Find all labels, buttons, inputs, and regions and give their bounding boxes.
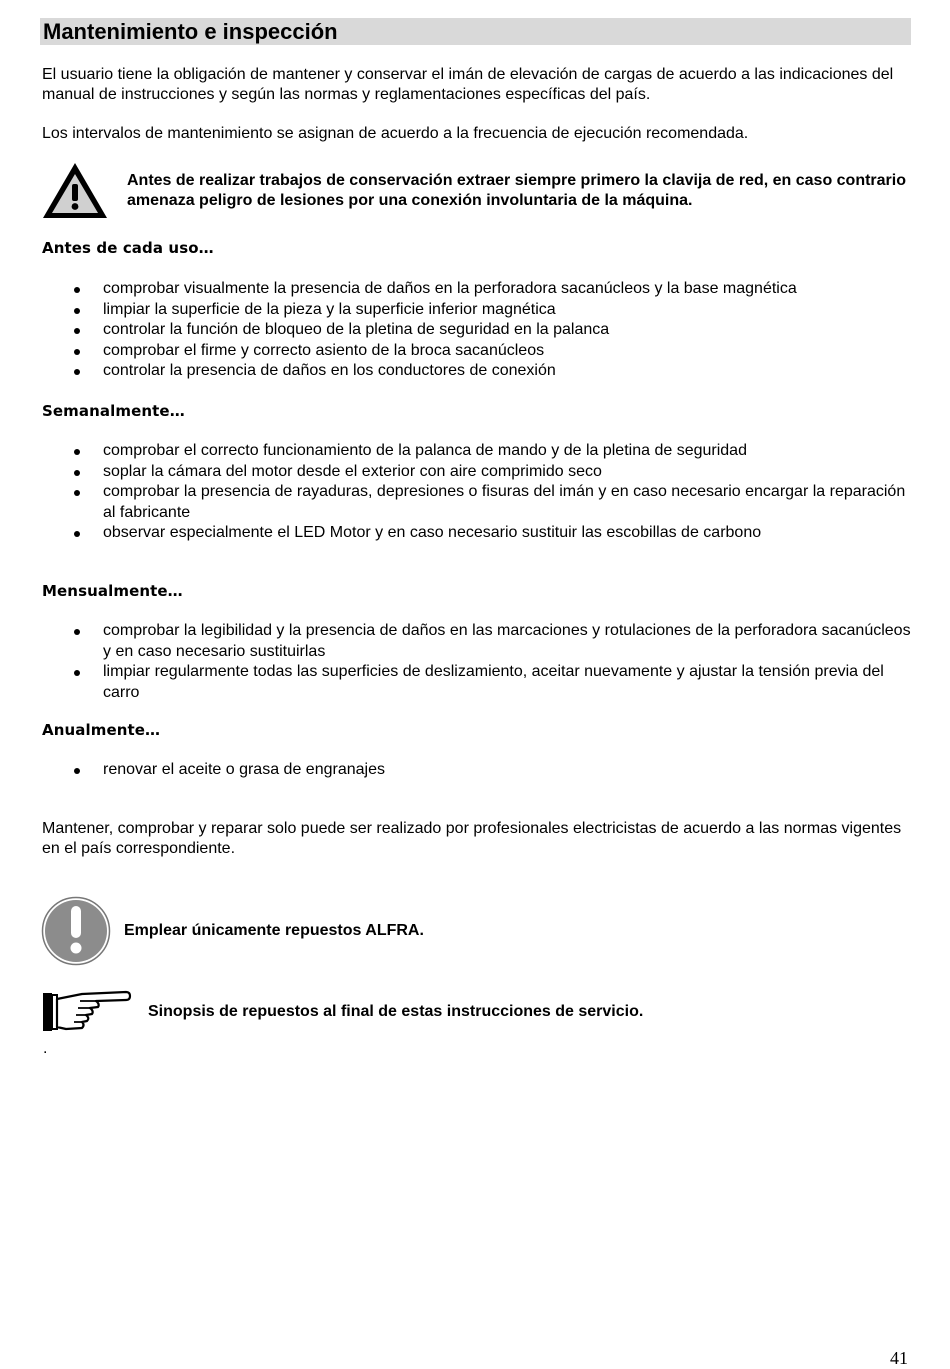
- bullet-icon: [74, 369, 80, 375]
- list-item: soplar la cámara del motor desde el exterior con aire comprimido seco: [70, 462, 912, 483]
- bullet-icon: [74, 629, 80, 635]
- list-annual: [70, 760, 912, 781]
- list-item: limpiar regularmente todas las superficies de deslizamiento, aceitar nuevamente y ajustar la tensión previa del carro: [70, 662, 912, 703]
- list-item: observar especialmente el LED Motor y en caso necesario sustituir las escobillas de carbono: [70, 523, 912, 544]
- bullet-icon: [74, 470, 80, 476]
- list-item: comprobar el firme y correcto asiento de la broca sacanúcleos: [70, 341, 912, 362]
- bullet-icon: [74, 768, 80, 774]
- bullet-icon: [74, 328, 80, 334]
- bullet-icon: [74, 349, 80, 355]
- page-title: Mantenimiento e inspección: [43, 19, 338, 44]
- warning-triangle-icon: [41, 161, 109, 220]
- list-monthly: [70, 621, 912, 703]
- list-weekly: [70, 441, 912, 544]
- section-title-bar: [40, 18, 911, 45]
- list-before-use: [70, 279, 912, 382]
- bullet-icon: [74, 670, 80, 676]
- synopsis-note: Sinopsis de repuestos al final de estas instrucciones de servicio.: [148, 1003, 644, 1020]
- bullet-icon: [74, 490, 80, 496]
- page-number: 41: [890, 1348, 908, 1368]
- list-item: comprobar visualmente la presencia de daños en la perforadora sacanúcleos y la base magnética: [70, 279, 912, 300]
- list-item: comprobar el correcto funcionamiento de la palanca de mando y de la pletina de seguridad: [70, 441, 912, 462]
- list-item: comprobar la legibilidad y la presencia de daños en las marcaciones y rotulaciones de la perforadora sacanúcleos y en caso necesario sustituirlas: [70, 621, 912, 662]
- section-heading-monthly: Mensualmente…: [42, 582, 183, 600]
- pointing-hand-icon: [42, 989, 132, 1037]
- intro-paragraph-2: Los intervalos de mantenimiento se asignan de acuerdo a la frecuencia de ejecución recomendada.: [42, 125, 749, 142]
- section-heading-before-use: Antes de cada uso…: [42, 239, 214, 257]
- bullet-icon: [74, 287, 80, 293]
- exclamation-circle-icon: [41, 896, 111, 966]
- stray-mark: .: [43, 1040, 48, 1057]
- section-heading-weekly: Semanalmente…: [42, 402, 185, 420]
- closing-paragraph: Mantener, comprobar y reparar solo puede ser realizado por profesionales electricistas de acuerdo a las normas vigentes en el país correspondiente.: [42, 820, 902, 857]
- section-heading-annual: Anualmente…: [42, 721, 161, 739]
- list-item: controlar la presencia de daños en los conductores de conexión: [70, 361, 912, 382]
- list-item: limpiar la superficie de la pieza y la superficie inferior magnética: [70, 300, 912, 321]
- list-item: renovar el aceite o grasa de engranajes: [70, 760, 912, 781]
- intro-paragraph-1: El usuario tiene la obligación de mantener y conservar el imán de elevación de cargas de acuerdo a las indicaciones del manual de instrucciones y según las normas y reglamentaciones específicas del país.: [42, 66, 894, 103]
- warning-text: Antes de realizar trabajos de conservación extraer siempre primero la clavija de red, en caso contrario amenaza peligro de lesiones por una conexión involuntaria de la máquina.: [127, 172, 906, 209]
- bullet-icon: [74, 308, 80, 314]
- bullet-icon: [74, 531, 80, 537]
- list-item: comprobar la presencia de rayaduras, depresiones o fisuras del imán y en caso necesario encargar la reparación al fabricante: [70, 482, 912, 523]
- spare-parts-note: Emplear únicamente repuestos ALFRA.: [124, 922, 424, 939]
- bullet-icon: [74, 449, 80, 455]
- list-item: controlar la función de bloqueo de la pletina de seguridad en la palanca: [70, 320, 912, 341]
